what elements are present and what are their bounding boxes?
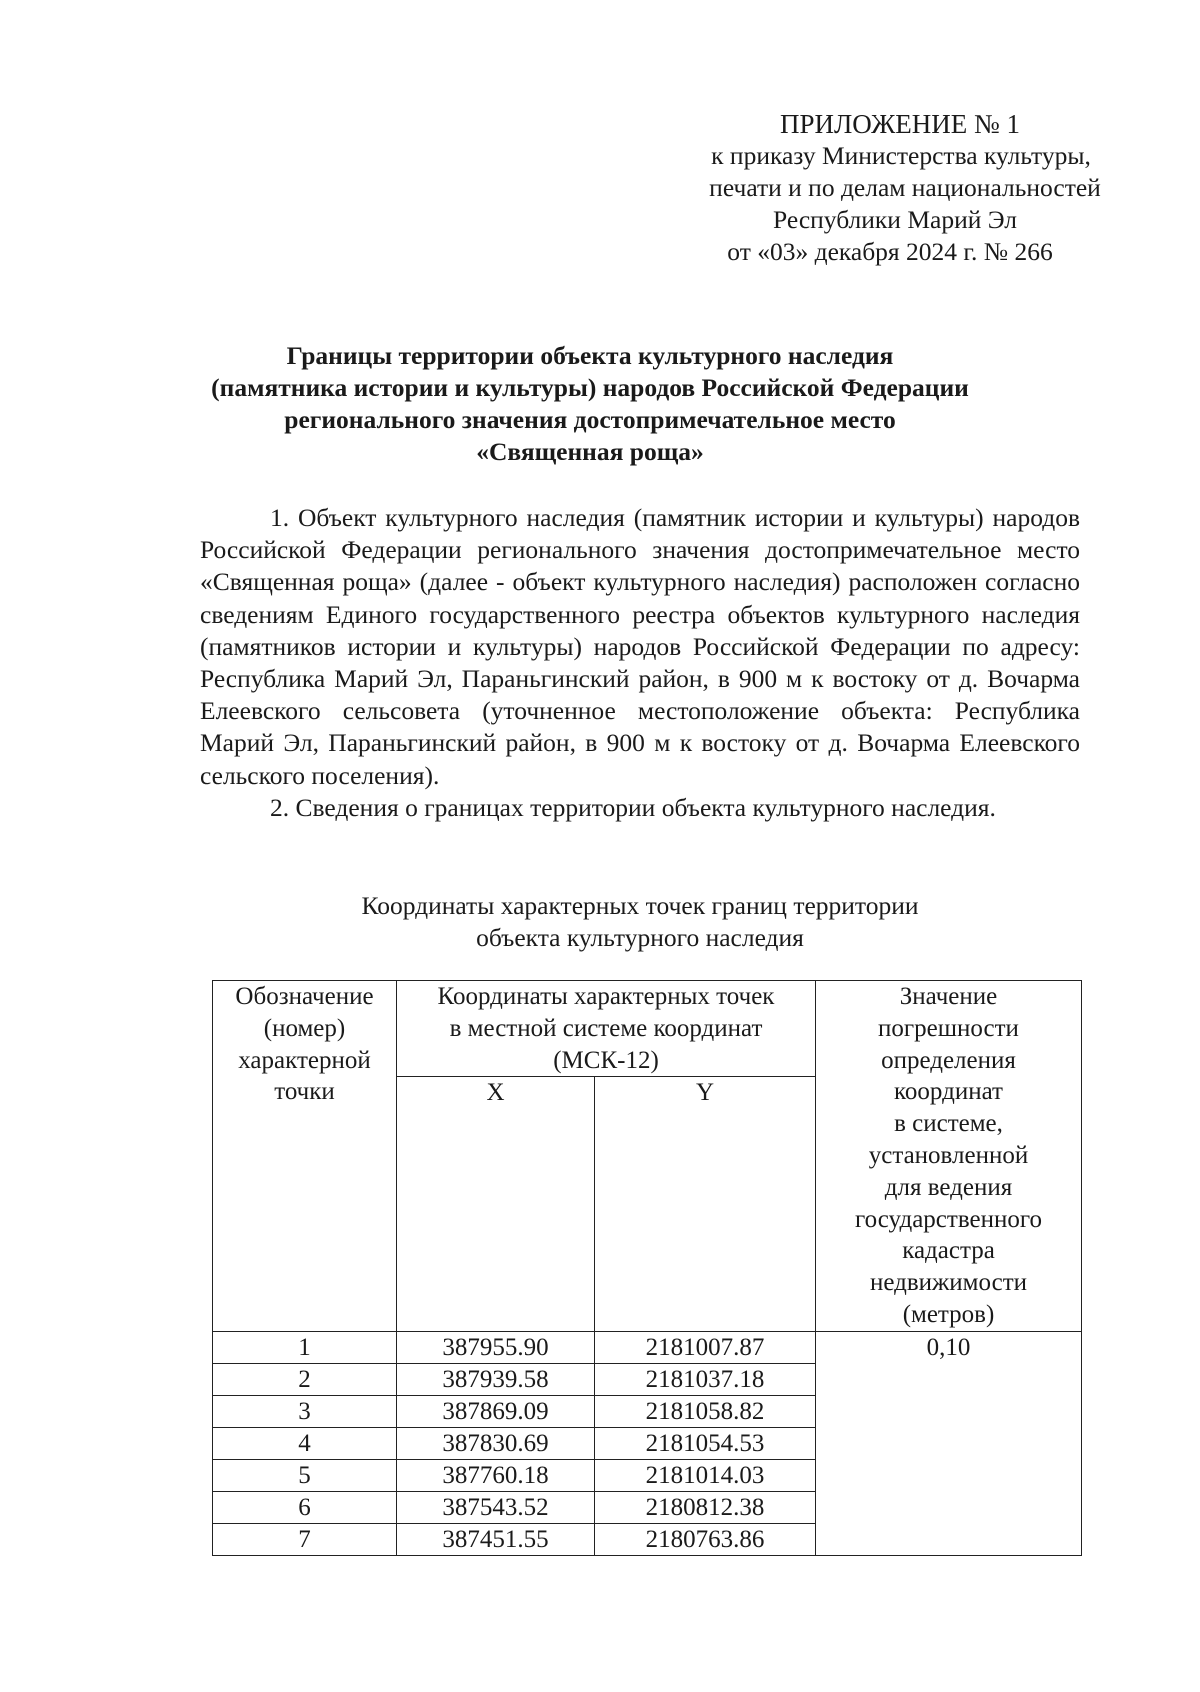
header-text: Обозначение [235, 983, 374, 1010]
cell-point-number: 2 [213, 1364, 397, 1396]
header-text: для ведения [884, 1173, 1013, 1201]
body-text [200, 502, 1080, 824]
header-text: (метров) [902, 1300, 995, 1328]
title-line: Границы территории объекта культурного наследия [286, 341, 894, 370]
cell-error-value: 0,10 [816, 1332, 1082, 1556]
header-text: определения [881, 1046, 1016, 1074]
appendix-header [640, 108, 1140, 268]
paragraph-1: 1. Объект культурного наследия (памятник истории и культуры) народов Российской Федерации регионального значения достопримечательное место «Священная роща» (далее - объект культурного наследия) расположен согласно сведениям Единого государственного реестра объектов культурного наследия (памятников истории и культуры) народов Российской Федерации по адресу: Республика Марий Эл, Параньгинский район, в 900 м к востоку от д. Вочарма Елеевского сельсовета (уточненное местоположение объекта: Республика Марий Эл, Параньгинский район, в 900 м к востоку от д. Вочарма Елеевского сельского поселения). [200, 503, 1080, 790]
cell-y: 2181037.18 [594, 1364, 815, 1396]
header-text: недвижимости [869, 1269, 1028, 1297]
header-text: в системе, [894, 1110, 1003, 1138]
header-x: X [397, 1077, 595, 1332]
header-error [816, 981, 1082, 1332]
cell-point-number: 6 [213, 1492, 397, 1524]
cell-point-number: 7 [213, 1524, 397, 1556]
header-text: в местной системе координат [449, 1014, 763, 1042]
title-line: регионального значения достопримечательное место [284, 405, 896, 434]
document-title [180, 340, 1000, 468]
header-text: точки [274, 1078, 335, 1106]
cell-x: 387760.18 [397, 1460, 595, 1492]
table-row [213, 1332, 1082, 1364]
paragraph-2: 2. Сведения о границах территории объекта культурного наследия. [270, 792, 996, 822]
cell-y: 2180812.38 [594, 1492, 815, 1524]
appendix-line: Республики Марий Эл [773, 205, 1017, 234]
coordinates-table [212, 980, 1082, 1556]
cell-y: 2181058.82 [594, 1396, 815, 1428]
caption-line: объекта культурного наследия [476, 923, 804, 952]
header-text: установленной [868, 1141, 1029, 1169]
caption-line: Координаты характерных точек границ территории [361, 891, 919, 920]
table-caption [200, 890, 1080, 954]
cell-y: 2181014.03 [594, 1460, 815, 1492]
appendix-line: печати и по делам национальностей [709, 173, 1101, 202]
title-line: (памятника истории и культуры) народов Российской Федерации [211, 373, 969, 402]
cell-point-number: 4 [213, 1428, 397, 1460]
cell-y: 2181054.53 [594, 1428, 815, 1460]
header-y: Y [594, 1077, 815, 1332]
cell-x: 387955.90 [397, 1332, 595, 1364]
header-text: Координаты характерных точек [437, 983, 775, 1010]
appendix-line: к приказу Министерства культуры, [711, 141, 1091, 170]
cell-point-number: 3 [213, 1396, 397, 1428]
appendix-date: от «03» декабря 2024 г. № 266 [727, 237, 1053, 266]
cell-y: 2180763.86 [594, 1524, 815, 1556]
cell-y: 2181007.87 [594, 1332, 815, 1364]
table-header-row [213, 981, 1082, 1077]
cell-x: 387830.69 [397, 1428, 595, 1460]
cell-point-number: 1 [213, 1332, 397, 1364]
header-point-number [213, 981, 397, 1332]
cell-x: 387939.58 [397, 1364, 595, 1396]
title-line: «Священная роща» [476, 437, 704, 466]
header-text: характерной [238, 1046, 371, 1074]
cell-x: 387869.09 [397, 1396, 595, 1428]
appendix-title: ПРИЛОЖЕНИЕ № 1 [779, 109, 1021, 139]
header-coordinates [397, 981, 816, 1077]
header-text: погрешности [878, 1014, 1019, 1042]
header-text: кадастра [902, 1237, 995, 1265]
header-text: государственного [855, 1205, 1042, 1233]
header-text: координат [894, 1078, 1003, 1106]
cell-point-number: 5 [213, 1460, 397, 1492]
header-text: (МСК-12) [553, 1046, 659, 1074]
header-text: Значение [899, 983, 998, 1010]
cell-x: 387451.55 [397, 1524, 595, 1556]
cell-x: 387543.52 [397, 1492, 595, 1524]
header-text: (номер) [263, 1014, 346, 1042]
